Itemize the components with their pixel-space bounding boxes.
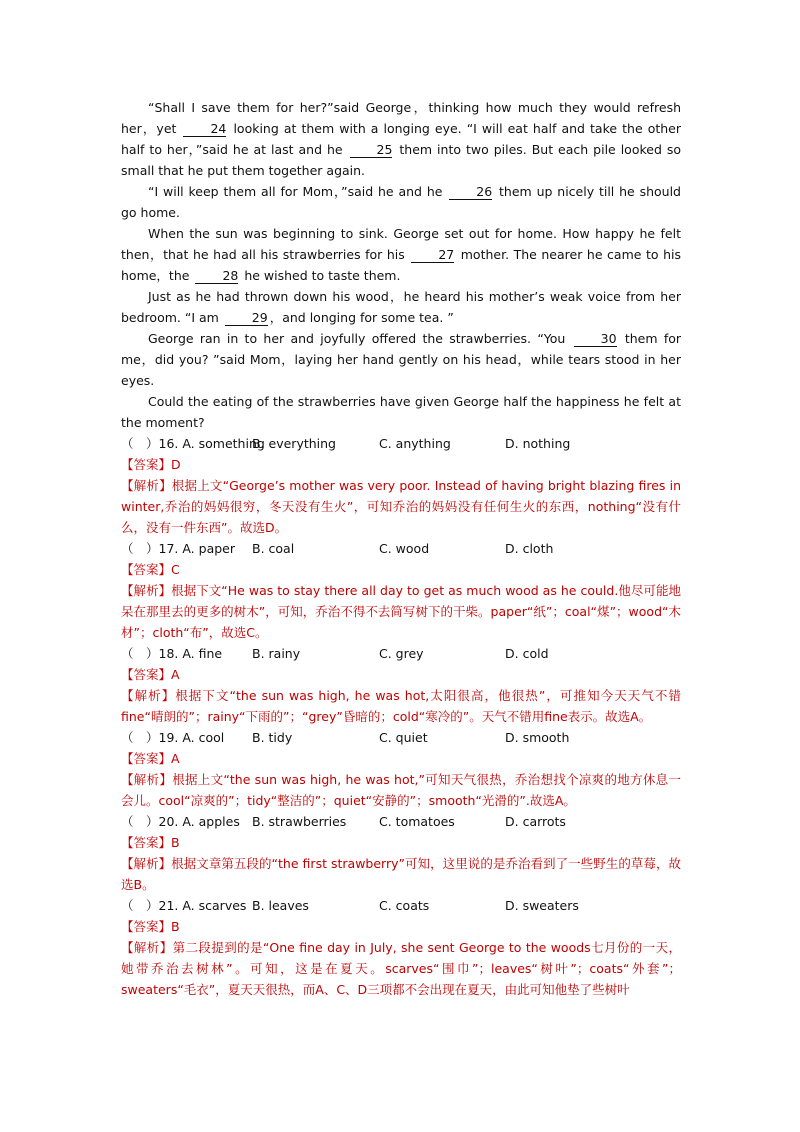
passage-paragraph (121, 97, 681, 181)
passage-paragraph (121, 328, 681, 391)
passage-text: George ran in to her and joyfully offered the strawberries. “You (148, 331, 572, 346)
question-option: D. cold (505, 646, 549, 661)
passage-text: “Shall I save them for her?”said George，thinking how much they would refresh her，yet (121, 100, 681, 136)
document-page (121, 97, 681, 1000)
blank-number: 28 (195, 268, 238, 284)
analysis-text: 【解析】根据下文“the sun was high, he was hot,太阳很高，他很热”，可推知今天天气不错fine“晴朗的”；rainy“下雨的”；“grey”昏暗的；cold“寒冷的”。天气不错用fine表示。故选A。 (121, 688, 681, 724)
answer-line: 【答案】B (121, 919, 180, 934)
blank-number: 26 (449, 184, 492, 200)
passage-paragraph (121, 223, 681, 286)
question-option: D. smooth (505, 730, 570, 745)
question-stem: （ ）20. A. apples (121, 814, 240, 829)
answer-line: 【答案】C (121, 562, 180, 577)
answer-line: 【答案】D (121, 457, 181, 472)
passage-text: looking at them with a longing eye. “I will eat half and take the other half to her，”said he at last and he (121, 121, 681, 157)
question-option: C. grey (379, 646, 424, 661)
passage-text: “I will keep them all for Mom，”said he and he (148, 184, 448, 199)
question-option: B. strawberries (252, 814, 347, 829)
blank-number: 30 (574, 331, 617, 347)
answer-line: 【答案】B (121, 835, 180, 850)
question-stem: （ ）19. A. cool (121, 730, 225, 745)
passage-text: When the sun was beginning to sink. George set out for home. How happy he felt then，that he had all his strawberries for his (121, 226, 681, 262)
question-option: D. cloth (505, 541, 554, 556)
passage (121, 97, 681, 433)
passage-text: Just as he had thrown down his wood，he heard his mother’s weak voice from her bedroom. “I am (121, 289, 681, 325)
passage-text: them for me，did you? ”said Mom，laying her hand gently on his head，while tears stood in her eyes. (121, 331, 682, 388)
question-stem: （ ）18. A. fine (121, 646, 223, 661)
question-option: B. rainy (252, 646, 301, 661)
analysis-text: 【解析】第二段提到的是“One fine day in July, she sent George to the woods七月份的一天，她带乔治去树林”。可知，这是在夏天。scarves“围巾”；leaves“树叶”；coats“外套”；sweaters“毛衣”，夏天天很热，而A、C、D三项都不会出现在夏天，由此可知他垫了些树叶 (121, 940, 681, 997)
question-option: B. leaves (252, 898, 309, 913)
question-stem: （ ）17. A. paper (121, 541, 235, 556)
question-option: D. nothing (505, 436, 571, 451)
question-option: C. anything (379, 436, 451, 451)
passage-paragraph (121, 181, 681, 223)
answer-line: 【答案】A (121, 751, 180, 766)
passage-text: he wished to taste them. (240, 268, 401, 283)
questions (121, 433, 681, 1000)
question-options-row (121, 895, 681, 916)
question-options-row (121, 811, 681, 832)
question-option: C. coats (379, 898, 430, 913)
passage-paragraph (121, 286, 681, 328)
blank-number: 29 (225, 310, 268, 326)
passage-text: them into two piles. But each pile looked so small that he put them together again. (121, 142, 681, 178)
question-option: C. wood (379, 541, 430, 556)
question-options-row (121, 643, 681, 664)
passage-text: ，and longing for some tea. ” (269, 310, 454, 325)
question-option: B. tidy (252, 730, 293, 745)
question-stem: （ ）21. A. scarves (121, 898, 247, 913)
blank-number: 24 (183, 121, 226, 137)
question-option: D. sweaters (505, 898, 579, 913)
passage-paragraph (121, 391, 681, 433)
passage-text: mother. The nearer he came to his home，the (121, 247, 681, 283)
question-option: C. quiet (379, 730, 428, 745)
blank-number: 25 (350, 142, 393, 158)
passage-text: them up nicely till he should go home. (121, 184, 681, 220)
question-options-row (121, 727, 681, 748)
analysis-text: 【解析】根据上文“George’s mother was very poor. Instead of having bright blazing fires in winter,乔治的妈妈很穷，冬天没有生火”，可知乔治的妈妈没有任何生火的东西，nothing“没有什么，没有一件东西”。故选D。 (121, 478, 681, 535)
analysis-text: 【解析】根据文章第五段的“the first strawberry”可知，这里说的是乔治看到了一些野生的草莓，故选B。 (121, 856, 681, 892)
question-stem: （ ）16. A. something (121, 436, 265, 451)
passage-text: Could the eating of the strawberries have given George half the happiness he felt at the moment? (121, 394, 681, 430)
blank-number: 27 (411, 247, 454, 263)
question-option: B. coal (252, 541, 295, 556)
question-options-row (121, 538, 681, 559)
question-option: C. tomatoes (379, 814, 455, 829)
question-option: B. everything (252, 436, 336, 451)
analysis-text: 【解析】根据上文“the sun was high, he was hot,”可知天气很热，乔治想找个凉爽的地方休息一会儿。cool“凉爽的”；tidy“整洁的”；quiet“安静的”；smooth“光滑的”.故选A。 (121, 772, 681, 808)
question-options-row (121, 433, 681, 454)
answer-line: 【答案】A (121, 667, 180, 682)
question-option: D. carrots (505, 814, 566, 829)
analysis-text: 【解析】根据下文“He was to stay there all day to get as much wood as he could.他尽可能地呆在那里去的更多的树木”，可知，乔治不得不去简写树下的干柴。paper“纸”；coal“煤”；wood“木材”；cloth“布”，故选C。 (121, 583, 681, 640)
